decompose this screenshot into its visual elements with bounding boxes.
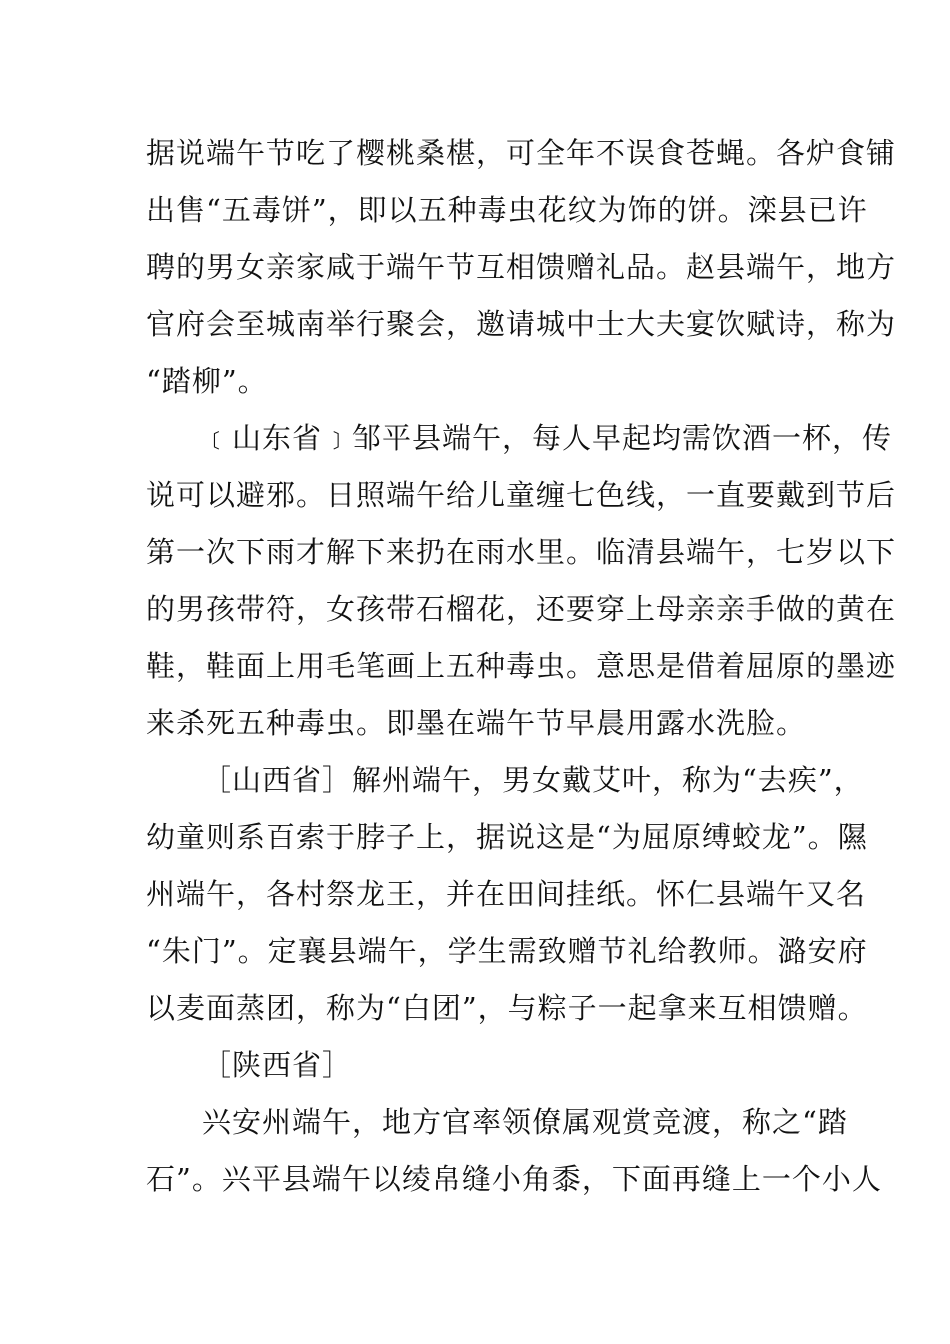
text-line: 聘的男女亲家咸于端午节互相馈赠礼品。赵县端午，地方 [146,250,897,284]
section-heading-shaanxi: ［陕西省］ [202,1048,353,1082]
paragraph-start-shaanxi: 兴安州端午，地方官率领僚属观赏竞渡，称之“踏 [202,1105,848,1139]
text-line: 官府会至城南举行聚会，邀请城中士大夫宴饮赋诗，称为 [146,307,897,341]
text-line: 据说端午节吃了樱桃桑椹，可全年不误食苍蝇。各炉食铺 [146,136,897,170]
text-line: 说可以避邪。日照端午给儿童缠七色线，一直要戴到节后 [146,478,897,512]
text-line: 幼童则系百索于脖子上，据说这是“为屈原缚蛟龙”。隰 [146,820,868,854]
text-line: 的男孩带符，女孩带石榴花，还要穿上母亲亲手做的黄在 [146,592,897,626]
text-line: 来杀死五种毒虫。即墨在端午节早晨用露水洗脸。 [146,706,807,740]
text-line: “朱门”。定襄县端午，学生需致赠节礼给教师。潞安府 [146,934,868,968]
text-line: 出售“五毒饼”，即以五种毒虫花纹为饰的饼。滦县已许 [146,193,868,227]
paragraph-start-shanxi: ［山西省］解州端午，男女戴艾叶，称为“去疾”， [202,763,864,797]
text-line: “踏柳”。 [146,364,268,398]
text-line: 鞋，鞋面上用毛笔画上五种毒虫。意思是借着屈原的墨迹 [146,649,897,683]
text-line: 州端午，各村祭龙王，并在田间挂纸。怀仁县端午又名 [146,877,867,911]
text-line: 以麦面蒸团，称为“白团”，与粽子一起拿来互相馈赠。 [146,991,868,1025]
text-line: 第一次下雨才解下来扔在雨水里。临清县端午，七岁以下 [146,535,897,569]
text-line: 石”。兴平县端午以绫帛缝小角黍，下面再缝上一个小人 [146,1162,882,1196]
paragraph-start-shandong: ﹝山东省﹞邹平县端午，每人早起均需饮酒一杯，传 [202,421,893,455]
